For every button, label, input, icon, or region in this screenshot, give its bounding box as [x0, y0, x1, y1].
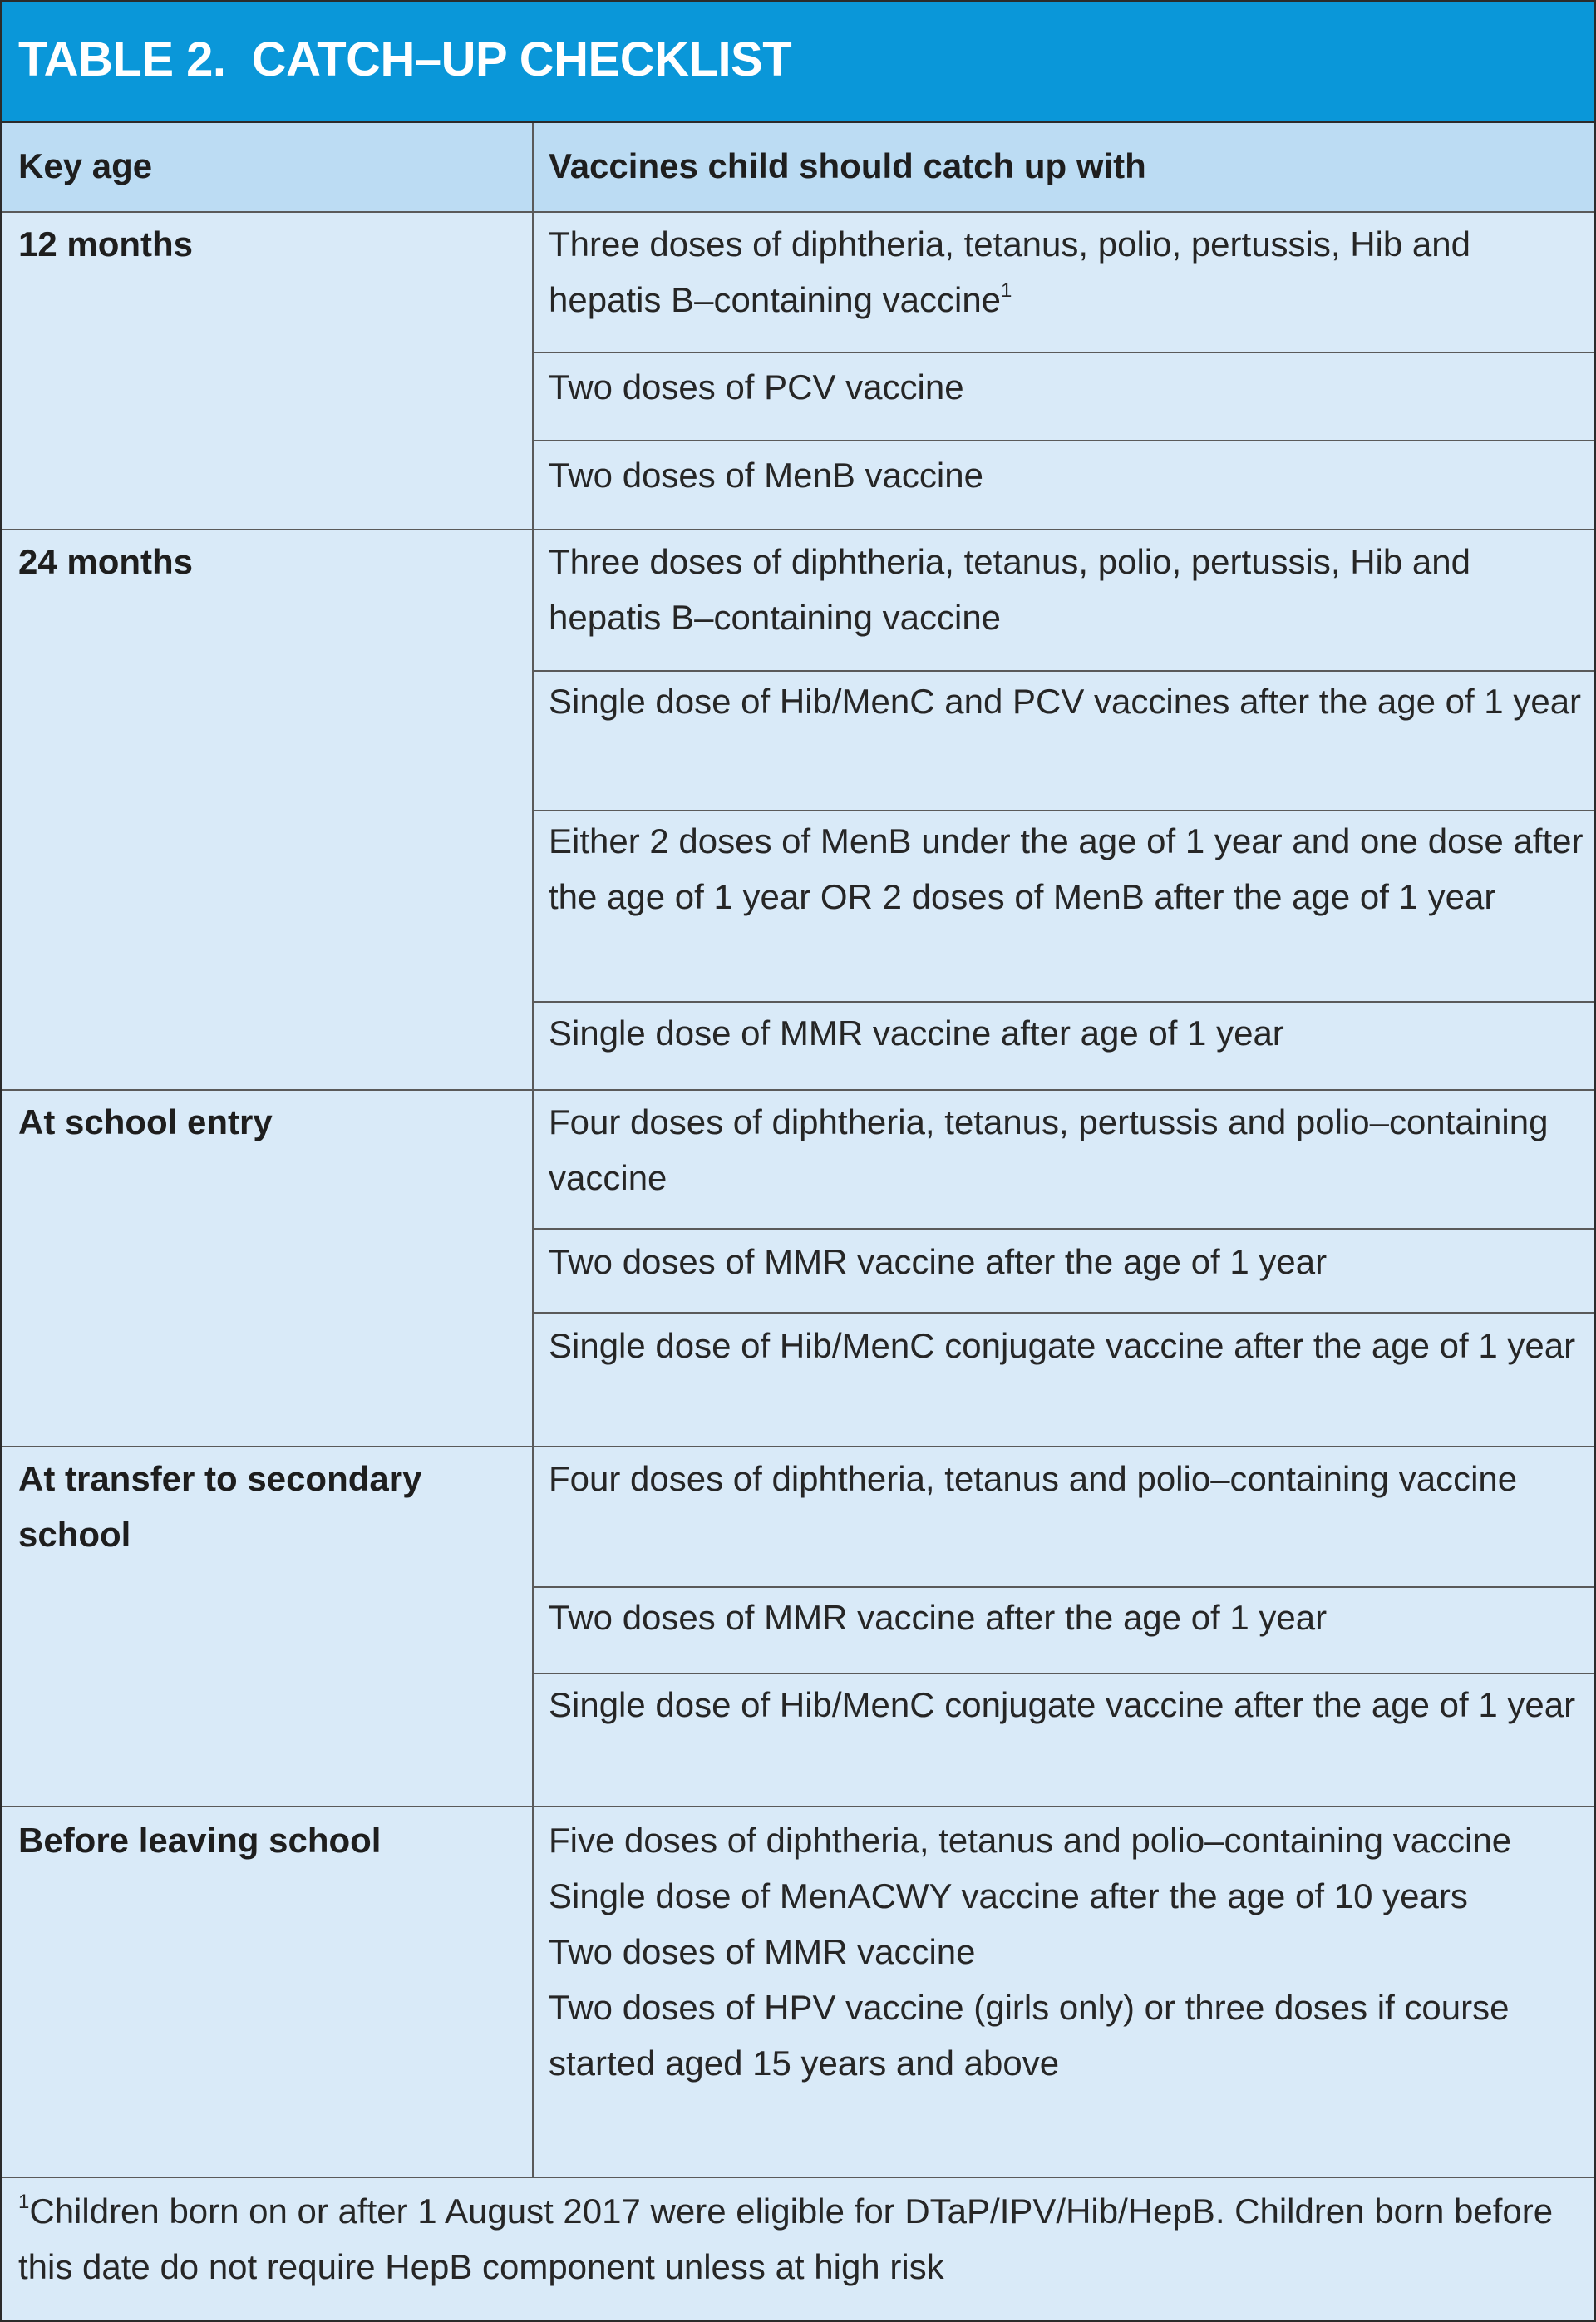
- vaccine-item: Single dose of MenACWY vaccine after the age of 10 years: [549, 1876, 1468, 1915]
- row-divider: [534, 1673, 1594, 1674]
- row-divider: [534, 1228, 1594, 1230]
- row-divider: [534, 1586, 1594, 1588]
- table-header-row: [2, 123, 1594, 213]
- column-divider: [532, 123, 534, 2178]
- vaccine-item: Single dose of Hib/MenC conjugate vaccine after the age of 1 year: [549, 1685, 1576, 1724]
- key-age-24-months: 24 months: [18, 542, 194, 581]
- row-divider: [534, 1312, 1594, 1314]
- vaccine-item: Two doses of HPV vaccine (girls only) or three doses if course started aged 15 years and above: [549, 1988, 1510, 2083]
- group-divider: [2, 1446, 1594, 1447]
- vaccine-item: Three doses of diphtheria, tetanus, polio, pertussis, Hib and hepatis B–containing vaccine$^1$: [549, 224, 1470, 319]
- header-key-age: Key age: [18, 146, 153, 185]
- header-vaccines: Vaccines child should catch up with: [549, 146, 1146, 185]
- vaccine-item: Five doses of diphtheria, tetanus and polio–containing vaccine: [549, 1821, 1512, 1860]
- key-age-secondary-transfer: At transfer to secondary school: [18, 1459, 422, 1554]
- table-title-bar: [2, 2, 1594, 123]
- footnote-marker: 1: [1001, 279, 1012, 302]
- vaccine-item: Single dose of Hib/MenC conjugate vaccine after the age of 1 year: [549, 1326, 1576, 1365]
- vaccine-item: Four doses of diphtheria, tetanus, pertussis and polio–containing vaccine: [549, 1102, 1549, 1197]
- vaccine-item: Four doses of diphtheria, tetanus and polio–containing vaccine: [549, 1459, 1518, 1498]
- vaccine-item: Single dose of Hib/MenC and PCV vaccines after the age of 1 year: [549, 682, 1582, 721]
- key-age-before-leaving: Before leaving school: [18, 1821, 382, 1860]
- table-footnote: $^1$Children born on or after 1 August 2017 were eligible for DTaP/IPV/Hib/HepB. Children born before this date do not require HepB component unless at high risk: [18, 2191, 1554, 2286]
- group-divider: [2, 1806, 1594, 1807]
- footnote-divider: [2, 2177, 1594, 2178]
- vaccine-item: Three doses of diphtheria, tetanus, polio, pertussis, Hib and hepatis B–containing vaccine: [549, 542, 1470, 637]
- key-age-school-entry: At school entry: [18, 1102, 273, 1141]
- vaccine-item: Single dose of MMR vaccine after age of 1 year: [549, 1013, 1284, 1053]
- key-age-12-months: 12 months: [18, 224, 194, 264]
- row-divider: [534, 810, 1594, 811]
- table-title: TABLE 2. CATCH–UP CHECKLIST: [18, 32, 792, 86]
- group-divider: [2, 1089, 1594, 1091]
- row-divider: [534, 440, 1594, 441]
- vaccine-list: [549, 1812, 1584, 2091]
- row-divider: [534, 352, 1594, 353]
- vaccine-item: Two doses of MMR vaccine after the age of 1 year: [549, 1598, 1328, 1637]
- group-divider: [2, 529, 1594, 530]
- vaccine-item: Two doses of MMR vaccine: [549, 1932, 976, 1971]
- vaccine-item: Two doses of MenB vaccine: [549, 456, 983, 495]
- vaccine-item: Two doses of PCV vaccine: [549, 367, 964, 407]
- vaccine-item: Either 2 doses of MenB under the age of 1 year and one dose after the age of 1 year OR 2 doses of MenB after the age of 1 year: [549, 821, 1584, 916]
- vaccine-item: Two doses of MMR vaccine after the age of 1 year: [549, 1242, 1328, 1281]
- row-divider: [534, 1001, 1594, 1003]
- footnote-mark: 1: [18, 2191, 30, 2213]
- row-divider: [534, 670, 1594, 672]
